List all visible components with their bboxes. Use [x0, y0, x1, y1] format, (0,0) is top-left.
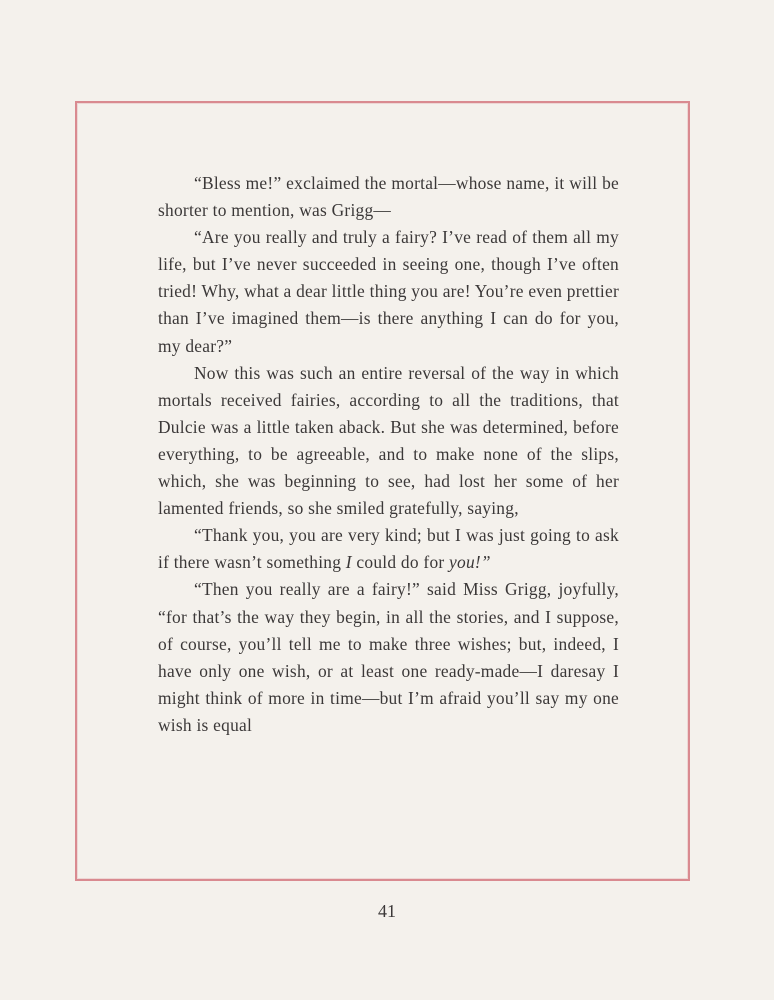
page-number: 41: [378, 901, 396, 921]
paragraph: “Bless me!” exclaimed the mortal—whose name, it will be shorter to mention, was Grigg—: [158, 173, 619, 221]
body-text: [158, 170, 619, 739]
paragraph: “Are you really and truly a fairy? I’ve read of them all my life, but I’ve never succeeded in seeing one, though I’ve often tried! Why, what a dear little thing you are! You’re even prettier than I’ve imagined them—is there anything I can do for you, my dear?”: [158, 227, 619, 356]
paragraph-text: “Thank you, you are very kind; but I was just going to ask if there wasn’t something: [158, 525, 619, 573]
paragraph: [158, 522, 619, 576]
paragraph: “Then you really are a fairy!” said Miss Grigg, joyfully, “for that’s the way they begin, in all the stories, and I suppose, of course, you’ll tell me to make three wishes; but, indeed, I have only one wish, or at least one ready-made—I daresay I might think of more in time—but I’m afraid you’ll say my one wish is equal: [158, 579, 619, 735]
paragraph: Now this was such an entire reversal of the way in which mortals received fairies, according to all the traditions, that Dulcie was a little taken aback. But she was determined, before everything, to be agreeable, and to make none of the slips, which, she was beginning to see, had lost her some of her lamented friends, so she smiled gratefully, saying,: [158, 362, 619, 519]
paragraph-text: could do for: [351, 552, 450, 573]
emphasis-text: I: [345, 552, 352, 573]
emphasis-text: you!”: [449, 552, 491, 573]
